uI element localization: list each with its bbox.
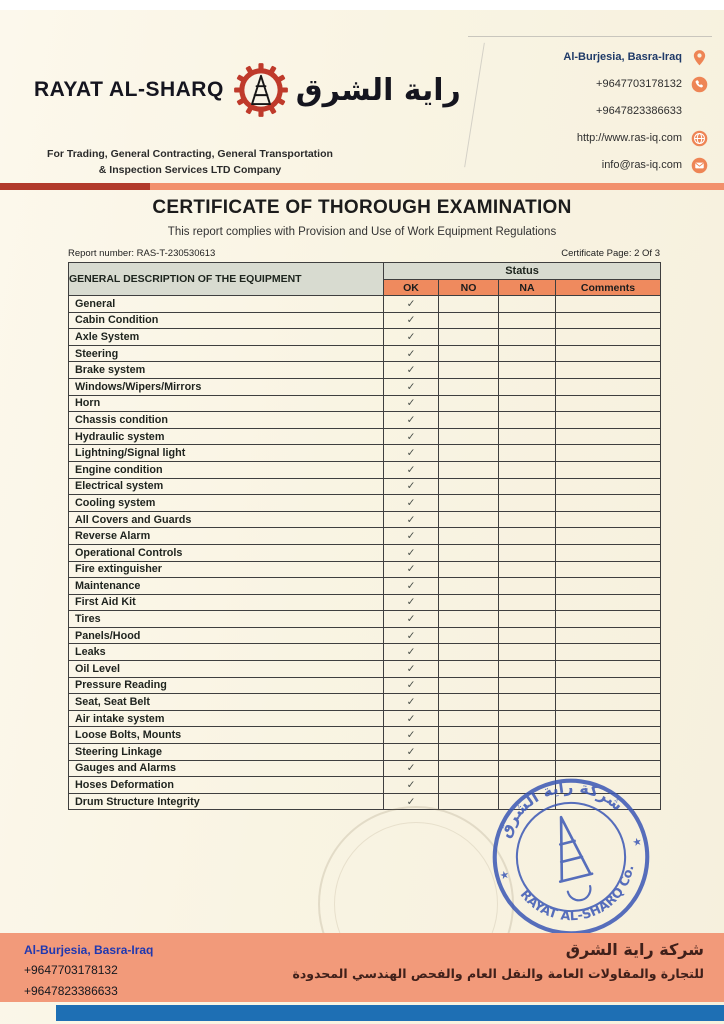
no-cell bbox=[439, 777, 499, 794]
no-cell bbox=[439, 694, 499, 711]
footer-address: Al-Burjesia, Basra-Iraq bbox=[24, 943, 154, 957]
table-row bbox=[69, 362, 661, 379]
stamp-derrick-icon bbox=[545, 813, 597, 904]
no-cell bbox=[439, 378, 499, 395]
equipment-label-cell: Loose Bolts, Mounts bbox=[69, 727, 384, 744]
equipment-label-cell: Hoses Deformation bbox=[69, 777, 384, 794]
ok-cell: ✓ bbox=[384, 594, 439, 611]
na-cell bbox=[499, 710, 556, 727]
table-row bbox=[69, 710, 661, 727]
contact-website bbox=[577, 129, 708, 147]
ok-cell: ✓ bbox=[384, 777, 439, 794]
no-cell bbox=[439, 495, 499, 512]
company-logo bbox=[34, 58, 461, 122]
comments-cell bbox=[556, 528, 661, 545]
comments-cell bbox=[556, 594, 661, 611]
na-cell bbox=[499, 378, 556, 395]
no-cell bbox=[439, 511, 499, 528]
ok-cell: ✓ bbox=[384, 362, 439, 379]
header-divider-bar bbox=[0, 183, 724, 190]
gear-derrick-logo-icon bbox=[229, 58, 293, 122]
equipment-label-cell: Maintenance bbox=[69, 578, 384, 595]
ok-cell: ✓ bbox=[384, 727, 439, 744]
equipment-label-cell: Brake system bbox=[69, 362, 384, 379]
phone2-text: +9647823386633 bbox=[596, 105, 682, 117]
footer-arabic-block bbox=[293, 940, 705, 981]
table-row bbox=[69, 395, 661, 412]
table-row bbox=[69, 428, 661, 445]
ok-cell: ✓ bbox=[384, 329, 439, 346]
equipment-label-cell: Cabin Condition bbox=[69, 312, 384, 329]
na-cell bbox=[499, 428, 556, 445]
no-cell bbox=[439, 395, 499, 412]
table-body bbox=[69, 296, 661, 810]
na-cell bbox=[499, 495, 556, 512]
stamp-arabic-text: شركة راية الشرق bbox=[495, 778, 627, 841]
no-cell bbox=[439, 329, 499, 346]
page-subtitle: This report complies with Provision and Use of Work Equipment Regulations bbox=[167, 226, 557, 238]
na-cell bbox=[499, 412, 556, 429]
footer-phone1: +9647703178132 bbox=[24, 963, 118, 978]
table-row bbox=[69, 544, 661, 561]
equipment-label-cell: Electrical system bbox=[69, 478, 384, 495]
table-row bbox=[69, 677, 661, 694]
bottom-blue-bar bbox=[56, 1005, 724, 1021]
no-cell bbox=[439, 744, 499, 761]
ok-cell: ✓ bbox=[384, 378, 439, 395]
page-title: CERTIFICATE OF THOROUGH EXAMINATION bbox=[152, 197, 572, 218]
equipment-label-cell: Air intake system bbox=[69, 710, 384, 727]
comments-cell bbox=[556, 611, 661, 628]
ok-cell: ✓ bbox=[384, 395, 439, 412]
na-cell bbox=[499, 677, 556, 694]
ok-cell: ✓ bbox=[384, 478, 439, 495]
na-cell bbox=[499, 296, 556, 313]
status-header: Status bbox=[384, 263, 661, 280]
na-cell bbox=[499, 578, 556, 595]
equipment-label-cell: Cooling system bbox=[69, 495, 384, 512]
table-row bbox=[69, 412, 661, 429]
table-row bbox=[69, 561, 661, 578]
globe-icon bbox=[691, 130, 708, 147]
equipment-label-cell: Drum Structure Integrity bbox=[69, 793, 384, 810]
na-cell bbox=[499, 528, 556, 545]
company-tagline bbox=[22, 146, 358, 179]
no-cell bbox=[439, 611, 499, 628]
comments-cell bbox=[556, 710, 661, 727]
ok-cell: ✓ bbox=[384, 744, 439, 761]
table-row bbox=[69, 661, 661, 678]
equipment-label-cell: Seat, Seat Belt bbox=[69, 694, 384, 711]
na-cell bbox=[499, 478, 556, 495]
table-row bbox=[69, 727, 661, 744]
ok-cell: ✓ bbox=[384, 296, 439, 313]
comments-cell bbox=[556, 329, 661, 346]
table-row bbox=[69, 296, 661, 313]
table-row bbox=[69, 578, 661, 595]
no-cell bbox=[439, 544, 499, 561]
comments-cell bbox=[556, 677, 661, 694]
email-text: info@ras-iq.com bbox=[601, 159, 682, 171]
header-separator bbox=[464, 43, 485, 168]
footer-tagline-arabic: للتجارة والمقاولات العامة والنقل العام والفحص الهندسي المحدودة bbox=[292, 966, 704, 981]
stamp-star-left: ★ bbox=[498, 868, 511, 883]
no-cell bbox=[439, 345, 499, 362]
na-cell bbox=[499, 661, 556, 678]
table-header-row-1 bbox=[69, 263, 661, 280]
comments-cell bbox=[556, 412, 661, 429]
comments-cell bbox=[556, 395, 661, 412]
table-row bbox=[69, 329, 661, 346]
table-row bbox=[69, 511, 661, 528]
email-icon bbox=[691, 157, 708, 174]
ok-cell: ✓ bbox=[384, 511, 439, 528]
ok-cell: ✓ bbox=[384, 461, 439, 478]
equipment-label-cell: All Covers and Guards bbox=[69, 511, 384, 528]
equipment-label-cell: Reverse Alarm bbox=[69, 528, 384, 545]
comments-cell bbox=[556, 461, 661, 478]
na-cell bbox=[499, 511, 556, 528]
table-row bbox=[69, 345, 661, 362]
address-text: Al-Burjesia, Basra-Iraq bbox=[563, 51, 682, 63]
no-cell bbox=[439, 296, 499, 313]
table-row bbox=[69, 694, 661, 711]
na-cell bbox=[499, 362, 556, 379]
na-cell bbox=[499, 727, 556, 744]
no-cell bbox=[439, 362, 499, 379]
tagline-line1: For Trading, General Contracting, General Transportation bbox=[47, 148, 333, 160]
icon-spacer bbox=[691, 103, 708, 120]
stamp-latin-text: RAYAT AL-SHARQ Co. bbox=[517, 863, 637, 924]
no-cell bbox=[439, 528, 499, 545]
company-name-arabic: راية الشرق bbox=[295, 72, 461, 108]
no-cell bbox=[439, 677, 499, 694]
footer-company-arabic: شركة راية الشرق bbox=[565, 940, 704, 959]
no-cell bbox=[439, 661, 499, 678]
no-cell bbox=[439, 478, 499, 495]
no-cell bbox=[439, 461, 499, 478]
equipment-label-cell: Chassis condition bbox=[69, 412, 384, 429]
ok-cell: ✓ bbox=[384, 677, 439, 694]
tagline-line2: & Inspection Services LTD Company bbox=[98, 164, 282, 177]
no-cell bbox=[439, 445, 499, 462]
no-cell bbox=[439, 727, 499, 744]
ok-cell: ✓ bbox=[384, 528, 439, 545]
equipment-label-cell: Operational Controls bbox=[69, 544, 384, 561]
comments-cell bbox=[556, 644, 661, 661]
equipment-label-cell: Panels/Hood bbox=[69, 627, 384, 644]
equipment-label-cell: Axle System bbox=[69, 329, 384, 346]
comments-cell bbox=[556, 627, 661, 644]
equipment-label-cell: Steering bbox=[69, 345, 384, 362]
column-header-na: NA bbox=[499, 280, 556, 296]
no-cell bbox=[439, 644, 499, 661]
equipment-label-cell: Leaks bbox=[69, 644, 384, 661]
no-cell bbox=[439, 428, 499, 445]
certificate-page-number: Certificate Page: 2 Of 3 bbox=[561, 248, 660, 259]
contact-phone1 bbox=[596, 75, 708, 93]
table-row bbox=[69, 611, 661, 628]
comments-cell bbox=[556, 661, 661, 678]
table-row bbox=[69, 461, 661, 478]
ok-cell: ✓ bbox=[384, 710, 439, 727]
ok-cell: ✓ bbox=[384, 544, 439, 561]
equipment-checklist-table bbox=[68, 262, 661, 810]
stamp-star-right: ★ bbox=[631, 835, 644, 850]
location-pin-icon bbox=[691, 49, 708, 66]
scan-top-margin bbox=[0, 0, 724, 10]
equipment-label-cell: Oil Level bbox=[69, 661, 384, 678]
ok-cell: ✓ bbox=[384, 611, 439, 628]
ok-cell: ✓ bbox=[384, 578, 439, 595]
na-cell bbox=[499, 694, 556, 711]
column-header-ok: OK bbox=[384, 280, 439, 296]
comments-cell bbox=[556, 362, 661, 379]
table-row bbox=[69, 644, 661, 661]
comments-cell bbox=[556, 495, 661, 512]
table-row bbox=[69, 744, 661, 761]
ok-cell: ✓ bbox=[384, 412, 439, 429]
column-header-no: NO bbox=[439, 280, 499, 296]
na-cell bbox=[499, 644, 556, 661]
ok-cell: ✓ bbox=[384, 345, 439, 362]
no-cell bbox=[439, 312, 499, 329]
comments-cell bbox=[556, 694, 661, 711]
na-cell bbox=[499, 329, 556, 346]
phone1-text: +9647703178132 bbox=[596, 78, 682, 90]
footer-phone2: +9647823386633 bbox=[24, 983, 118, 998]
na-cell bbox=[499, 611, 556, 628]
comments-cell bbox=[556, 727, 661, 744]
footer-contact-block bbox=[24, 940, 153, 1001]
meta-row bbox=[68, 248, 660, 259]
footer-band bbox=[0, 933, 724, 1002]
comments-cell bbox=[556, 578, 661, 595]
equipment-label-cell: Windows/Wipers/Mirrors bbox=[69, 378, 384, 395]
equipment-label-cell: Fire extinguisher bbox=[69, 561, 384, 578]
column-header-comments: Comments bbox=[556, 280, 661, 296]
equipment-label-cell: Horn bbox=[69, 395, 384, 412]
contact-address bbox=[563, 48, 708, 66]
equipment-label-cell: Lightning/Signal light bbox=[69, 445, 384, 462]
na-cell bbox=[499, 461, 556, 478]
comments-cell bbox=[556, 561, 661, 578]
comments-cell bbox=[556, 296, 661, 313]
no-cell bbox=[439, 412, 499, 429]
phone-icon bbox=[691, 76, 708, 93]
contact-block bbox=[563, 48, 708, 174]
table-row bbox=[69, 478, 661, 495]
no-cell bbox=[439, 561, 499, 578]
na-cell bbox=[499, 345, 556, 362]
table-row bbox=[69, 528, 661, 545]
na-cell bbox=[499, 445, 556, 462]
na-cell bbox=[499, 627, 556, 644]
no-cell bbox=[439, 578, 499, 595]
comments-cell bbox=[556, 378, 661, 395]
ok-cell: ✓ bbox=[384, 495, 439, 512]
equipment-label-cell: Engine condition bbox=[69, 461, 384, 478]
company-name-english: RAYAT AL-SHARQ bbox=[34, 78, 224, 101]
comments-cell bbox=[556, 445, 661, 462]
equipment-label-cell: First Aid Kit bbox=[69, 594, 384, 611]
description-header: GENERAL DESCRIPTION OF THE EQUIPMENT bbox=[69, 263, 384, 296]
no-cell bbox=[439, 760, 499, 777]
table-row bbox=[69, 627, 661, 644]
equipment-label-cell: Gauges and Alarms bbox=[69, 760, 384, 777]
comments-cell bbox=[556, 312, 661, 329]
na-cell bbox=[499, 544, 556, 561]
no-cell bbox=[439, 710, 499, 727]
ok-cell: ✓ bbox=[384, 644, 439, 661]
ok-cell: ✓ bbox=[384, 428, 439, 445]
na-cell bbox=[499, 395, 556, 412]
ok-cell: ✓ bbox=[384, 661, 439, 678]
na-cell bbox=[499, 561, 556, 578]
header-rule bbox=[468, 36, 712, 37]
na-cell bbox=[499, 744, 556, 761]
ok-cell: ✓ bbox=[384, 793, 439, 810]
comments-cell bbox=[556, 511, 661, 528]
website-text: http://www.ras-iq.com bbox=[576, 132, 682, 144]
na-cell bbox=[499, 312, 556, 329]
table-row bbox=[69, 495, 661, 512]
equipment-label-cell: Hydraulic system bbox=[69, 428, 384, 445]
comments-cell bbox=[556, 544, 661, 561]
ok-cell: ✓ bbox=[384, 627, 439, 644]
equipment-label-cell: Pressure Reading bbox=[69, 677, 384, 694]
table-row bbox=[69, 378, 661, 395]
equipment-label-cell: General bbox=[69, 296, 384, 313]
na-cell bbox=[499, 594, 556, 611]
table-row bbox=[69, 445, 661, 462]
header-divider-accent bbox=[0, 183, 150, 190]
table-row bbox=[69, 312, 661, 329]
ok-cell: ✓ bbox=[384, 445, 439, 462]
comments-cell bbox=[556, 744, 661, 761]
comments-cell bbox=[556, 428, 661, 445]
ok-cell: ✓ bbox=[384, 561, 439, 578]
ok-cell: ✓ bbox=[384, 760, 439, 777]
comments-cell bbox=[556, 345, 661, 362]
comments-cell bbox=[556, 478, 661, 495]
equipment-label-cell: Tires bbox=[69, 611, 384, 628]
contact-phone2 bbox=[596, 102, 708, 120]
ok-cell: ✓ bbox=[384, 312, 439, 329]
equipment-label-cell: Steering Linkage bbox=[69, 744, 384, 761]
table-row bbox=[69, 594, 661, 611]
ok-cell: ✓ bbox=[384, 694, 439, 711]
contact-email bbox=[602, 156, 708, 174]
no-cell bbox=[439, 627, 499, 644]
na-cell bbox=[499, 760, 556, 777]
report-number: Report number: RAS-T-230530613 bbox=[68, 248, 216, 259]
no-cell bbox=[439, 594, 499, 611]
